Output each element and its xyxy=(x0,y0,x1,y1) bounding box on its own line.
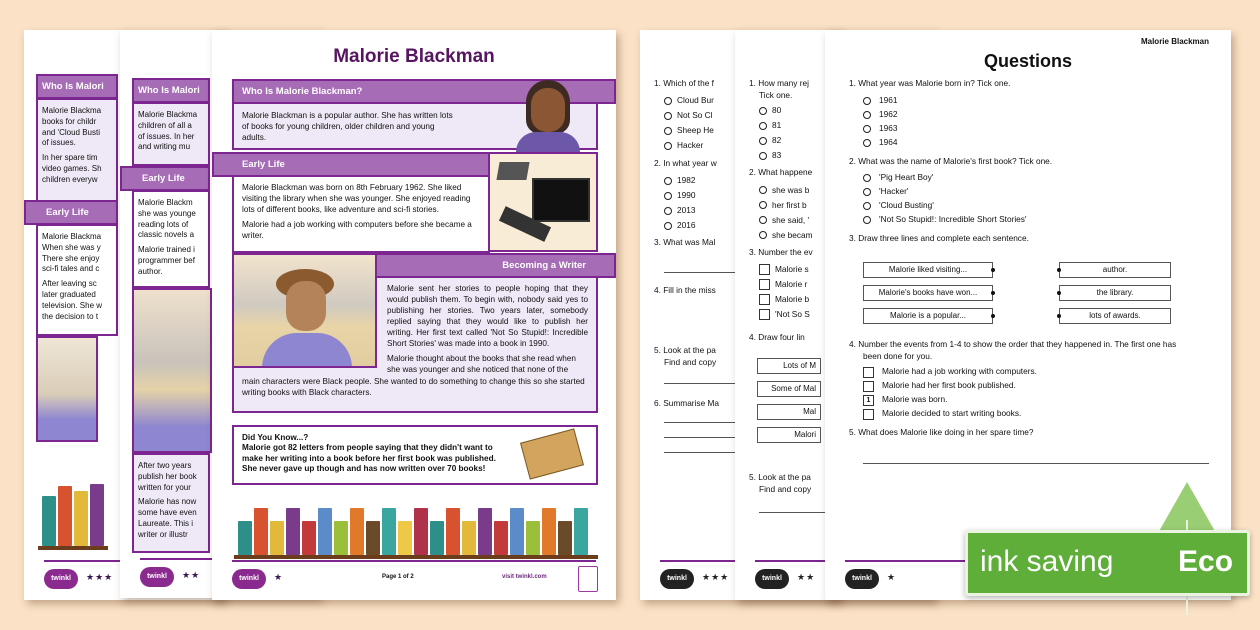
text-line: Malorie Blackma xyxy=(42,106,102,115)
radio-icon[interactable] xyxy=(664,207,672,215)
badge-eco: Eco xyxy=(1178,545,1234,578)
option[interactable] xyxy=(863,122,1052,136)
option[interactable] xyxy=(759,277,813,292)
match-box[interactable]: Lots of M xyxy=(757,358,821,374)
text-line: Malorie has now xyxy=(138,497,197,507)
order-label: Malorie decided to start writing books. xyxy=(882,408,1022,419)
text-line: and writing mu xyxy=(138,142,191,152)
match-left-box[interactable] xyxy=(863,262,993,278)
option[interactable] xyxy=(664,173,717,188)
text-line: television. She w xyxy=(42,300,103,310)
option-label: 1964 xyxy=(879,136,898,147)
girl-illustration xyxy=(36,336,98,442)
twinkl-logo: twinkl xyxy=(44,569,78,589)
bookshelf-illustration xyxy=(234,495,598,559)
option[interactable] xyxy=(759,103,813,118)
text-line: There she enjoy xyxy=(42,253,100,263)
question-block xyxy=(849,339,1176,439)
option[interactable] xyxy=(664,203,717,218)
order-box[interactable] xyxy=(863,409,874,420)
radio-icon[interactable] xyxy=(863,139,871,147)
book-spine xyxy=(510,508,524,555)
order-box[interactable] xyxy=(863,367,874,378)
question-text: 1. Which of the f xyxy=(654,78,714,88)
twinkl-logo: twinkl xyxy=(660,569,694,589)
option-label: 1982 xyxy=(677,174,696,185)
text-line: classic novels a xyxy=(138,230,195,240)
question-text: 5. Look at the pa xyxy=(654,345,716,355)
radio-icon[interactable] xyxy=(863,125,871,133)
question-text: 5. What does Malorie like doing in her spare time? xyxy=(849,427,1034,438)
radio-icon[interactable] xyxy=(759,152,767,160)
option[interactable] xyxy=(759,307,813,322)
computers-illustration xyxy=(488,152,598,252)
paragraph: Malorie Blackman is a popular author. She has written lots of books for young children, older children and young adults. xyxy=(242,111,453,143)
question-text: 4. Draw four lin xyxy=(749,332,805,343)
page-title: Questions xyxy=(983,51,1072,71)
option-label: 82 xyxy=(772,134,782,145)
difficulty-stars: ★ xyxy=(274,572,284,582)
option[interactable] xyxy=(664,218,717,233)
site-link[interactable]: visit twinkl.com xyxy=(502,574,547,580)
option-label: she becam xyxy=(772,229,813,240)
text-line: of issues. In her xyxy=(138,131,195,141)
radio-icon[interactable] xyxy=(664,112,672,120)
text-line: After two years xyxy=(138,461,192,470)
section-text xyxy=(132,453,210,553)
book-spine xyxy=(558,521,572,555)
order-box[interactable] xyxy=(863,381,874,392)
option[interactable] xyxy=(863,94,1052,108)
option-label: Hacker xyxy=(677,140,704,151)
ink-saving-badge xyxy=(965,530,1250,596)
radio-icon[interactable] xyxy=(759,107,767,115)
book-spine xyxy=(574,508,588,555)
option[interactable] xyxy=(664,188,717,203)
twinkl-logo: twinkl xyxy=(755,569,789,589)
text-line: she was younge xyxy=(138,208,196,218)
book-spine xyxy=(430,521,444,555)
text-line: reading lots of xyxy=(138,219,189,229)
quality-badge xyxy=(578,566,598,592)
text-line: author. xyxy=(138,266,163,276)
book-spine xyxy=(254,508,268,555)
option-label: 1963 xyxy=(879,122,898,133)
option[interactable] xyxy=(863,108,1052,122)
option-label: 'Cloud Busting' xyxy=(879,200,934,211)
book-spine xyxy=(382,508,396,555)
question-block xyxy=(849,78,1052,245)
option[interactable] xyxy=(863,185,1052,199)
order-item[interactable] xyxy=(863,379,1176,393)
text-line: Laureate. This i xyxy=(138,518,193,528)
text-line: children everyw xyxy=(42,174,98,184)
text-line: sci-fi tales and c xyxy=(42,264,100,274)
question-text: 3. Draw three lines and complete each sentence. xyxy=(849,233,1029,244)
option-label: her first b xyxy=(772,199,807,210)
book-spine xyxy=(446,508,460,555)
text-line: publish her book xyxy=(138,471,197,481)
option[interactable] xyxy=(863,136,1052,150)
text-line: Malorie Blackm xyxy=(138,198,193,207)
young-malorie-illustration xyxy=(232,253,377,368)
order-item[interactable] xyxy=(863,393,1176,407)
question-text: 3. What was Mal xyxy=(654,237,716,248)
match-label: Malorie is a popular... xyxy=(889,311,967,320)
difficulty-stars: ★★ xyxy=(182,570,201,580)
option-label: Malorie s xyxy=(775,264,809,275)
option[interactable] xyxy=(863,213,1052,227)
option-label: 1962 xyxy=(879,108,898,119)
difficulty-stars: ★★★ xyxy=(702,572,730,582)
paragraph: Malorie had a job working with computers before she became a writer. xyxy=(242,220,472,241)
section-text xyxy=(36,98,118,204)
text-line: Malorie trained i xyxy=(138,245,195,255)
option-label: 81 xyxy=(772,119,782,130)
radio-icon[interactable] xyxy=(664,142,672,150)
difficulty-stars: ★ xyxy=(887,572,897,582)
radio-icon[interactable] xyxy=(863,174,871,182)
text-line: books for childr xyxy=(42,116,97,126)
radio-icon[interactable] xyxy=(759,186,767,194)
option-label: Sheep He xyxy=(677,125,714,136)
connector-dot[interactable] xyxy=(991,314,995,318)
question-text: Find and copy xyxy=(759,484,812,494)
answer-line[interactable] xyxy=(863,463,1209,464)
question-text: 4. Fill in the miss xyxy=(654,285,716,295)
section-text xyxy=(36,224,118,336)
option[interactable] xyxy=(759,183,813,198)
section-header: Early Life xyxy=(24,200,118,225)
text-line: video games. Sh xyxy=(42,163,102,173)
option-label: 'Not So Stupid!: Incredible Short Stories' xyxy=(879,214,1027,225)
connector-dot[interactable] xyxy=(1057,268,1061,272)
option-label: 83 xyxy=(772,149,782,160)
option-label: she was b xyxy=(772,184,810,195)
text-line: children of all a xyxy=(138,120,192,130)
checkbox[interactable] xyxy=(759,264,770,275)
order-label: Malorie had her first book published. xyxy=(882,380,1016,391)
radio-icon[interactable] xyxy=(664,97,672,105)
option[interactable] xyxy=(759,133,813,148)
question-text: 4. Number the events from 1-4 to show the order that they happened in. The first one has xyxy=(849,339,1177,349)
radio-icon[interactable] xyxy=(759,122,767,130)
checkbox[interactable] xyxy=(759,309,770,320)
section-text xyxy=(132,102,210,166)
book-spine xyxy=(302,521,316,555)
section-text xyxy=(132,190,210,288)
girl-illustration xyxy=(132,288,212,453)
book-spine xyxy=(366,521,380,555)
text-line: and 'Cloud Busti xyxy=(42,127,101,137)
option-label: 80 xyxy=(772,104,782,115)
question-text: 2. In what year w xyxy=(654,157,717,168)
match-left-box[interactable] xyxy=(863,308,993,324)
text-line: In her spare tim xyxy=(42,153,98,163)
connector-dot[interactable] xyxy=(1057,291,1061,295)
match-right-box[interactable] xyxy=(1059,262,1171,278)
book-spine xyxy=(542,508,556,555)
option[interactable] xyxy=(863,171,1052,185)
option[interactable] xyxy=(664,139,717,154)
order-item[interactable] xyxy=(863,407,1176,421)
option[interactable] xyxy=(759,262,813,277)
option[interactable] xyxy=(664,94,717,109)
order-label: Malorie was born. xyxy=(882,394,948,405)
option[interactable] xyxy=(759,292,813,307)
radio-icon[interactable] xyxy=(664,127,672,135)
option[interactable] xyxy=(759,148,813,163)
section-header: Who Is Malori xyxy=(132,78,210,103)
option-label: Not So Cl xyxy=(677,110,713,121)
early-life-text xyxy=(232,175,490,253)
match-label: author. xyxy=(1102,265,1128,274)
connector-dot[interactable] xyxy=(991,291,995,295)
section-header-early-life: Early Life xyxy=(212,152,490,177)
match-label: lots of awards. xyxy=(1089,311,1141,320)
question-text: 2. What happene xyxy=(749,167,813,178)
match-right-box[interactable] xyxy=(1059,308,1171,324)
paragraph: Malorie Blackman was born on 8th February 1962. She liked visiting the library when she was younger. She enjoyed reading lots of different books, like adventure and sci-fi stories. xyxy=(242,183,471,215)
match-box[interactable]: Mal xyxy=(757,404,821,420)
book-spine xyxy=(270,521,284,555)
book-spine xyxy=(414,508,428,555)
option-label: 'Pig Heart Boy' xyxy=(879,172,934,183)
option[interactable] xyxy=(863,199,1052,213)
book-spine xyxy=(334,521,348,555)
option-label: Malorie r xyxy=(775,279,808,290)
radio-icon[interactable] xyxy=(664,177,672,185)
question-text: 3. Number the ev xyxy=(749,246,813,257)
text-line: Malorie Blackma xyxy=(138,110,198,119)
option-label: she said, ' xyxy=(772,214,810,225)
page-number: Page 1 of 2 xyxy=(382,574,414,580)
option[interactable] xyxy=(759,118,813,133)
text-line: later graduated xyxy=(42,289,96,299)
option[interactable] xyxy=(759,213,813,228)
text-line: writer or illustr xyxy=(138,529,188,539)
did-you-know-text: Malorie got 82 letters from people saying that they didn't want to make her writing into a book before her first book was published. She never gave up though and has now written over 70 books! xyxy=(242,443,496,474)
text-line: After leaving sc xyxy=(42,279,97,289)
paragraph: Malorie sent her stories to people hoping that they would publish them. To begin with, nobody said yes to publishing her stories. Two years later, somebody replied saying that they would like to publish her writing. Her first text called 'Not So Stupid!: Incredible Short Stories' was made into a book in 1990. xyxy=(387,284,588,349)
connector-dot[interactable] xyxy=(991,268,995,272)
did-you-know-title: Did You Know...? xyxy=(242,433,309,442)
match-left-box[interactable] xyxy=(863,285,993,301)
book-spine xyxy=(462,521,476,555)
reading-page-1 xyxy=(212,30,616,600)
checkbox[interactable] xyxy=(759,294,770,305)
match-box[interactable]: Some of Mal xyxy=(757,381,821,397)
radio-icon[interactable] xyxy=(863,97,871,105)
text-line: When she was y xyxy=(42,242,101,252)
section-header-who: Who Is Malorie Blackman? xyxy=(232,79,616,104)
badge-label: ink saving xyxy=(980,545,1114,578)
book-spine xyxy=(350,508,364,555)
question-text: 1. What year was Malorie born in? Tick one. xyxy=(849,78,1011,88)
question-text: Tick one. xyxy=(759,89,793,100)
section-header: Who Is Malori xyxy=(36,74,118,99)
connector-dot[interactable] xyxy=(1057,314,1061,318)
question-text: 6. Summarise Ma xyxy=(654,398,720,408)
text-line: Malorie Blackma xyxy=(42,232,102,241)
option-label: 2013 xyxy=(677,204,696,215)
order-label: Malorie had a job working with computers. xyxy=(882,366,1037,377)
twinkl-logo: twinkl xyxy=(232,569,266,589)
question-text: 5. Look at the pa xyxy=(749,472,811,482)
question-text: 2. What was the name of Malorie's first book? Tick one. xyxy=(849,155,1053,166)
section-header: Early Life xyxy=(120,166,210,191)
bookshelf-illustration xyxy=(38,460,108,550)
text-line: written for your xyxy=(138,482,191,492)
question-text: 1. How many rej xyxy=(749,78,809,88)
author-portrait xyxy=(512,78,582,152)
option-label: 'Hacker' xyxy=(879,186,909,197)
order-box[interactable]: 1 xyxy=(863,395,874,406)
option-label: 2016 xyxy=(677,219,696,230)
twinkl-logo: twinkl xyxy=(845,569,879,589)
difficulty-stars: ★★ xyxy=(797,572,816,582)
option-label: 1961 xyxy=(879,94,898,105)
question-text: Find and copy xyxy=(664,357,717,367)
match-box[interactable]: Malori xyxy=(757,427,821,443)
radio-icon[interactable] xyxy=(863,216,871,224)
difficulty-stars: ★★★ xyxy=(86,572,114,582)
match-label: the library. xyxy=(1096,288,1134,297)
option[interactable] xyxy=(664,109,717,124)
option[interactable] xyxy=(664,124,717,139)
radio-icon[interactable] xyxy=(863,202,871,210)
question-block xyxy=(654,78,717,249)
radio-icon[interactable] xyxy=(863,111,871,119)
order-item[interactable] xyxy=(863,365,1176,379)
radio-icon[interactable] xyxy=(759,137,767,145)
match-label: Malorie liked visiting... xyxy=(888,265,968,274)
page-title: Malorie Blackman xyxy=(333,46,495,67)
book-spine xyxy=(318,508,332,555)
radio-icon[interactable] xyxy=(664,222,672,230)
question-block xyxy=(749,78,813,344)
text-line: of issues. xyxy=(42,138,76,148)
page-footer xyxy=(212,560,616,600)
book-spine xyxy=(238,521,252,555)
book-spine xyxy=(286,508,300,555)
text-line: some have even xyxy=(138,508,197,518)
match-label: Malorie's books have won... xyxy=(878,288,978,297)
paragraph: Malorie thought about the books that she read when she was younger and she noticed that none of the main characters were Black people. She wanted to do something to change this so she started writing books with Black characters. xyxy=(242,354,585,397)
book-spine xyxy=(494,521,508,555)
option-label: 1990 xyxy=(677,189,696,200)
book-spine xyxy=(526,521,540,555)
option[interactable] xyxy=(759,198,813,213)
match-right-box[interactable] xyxy=(1059,285,1171,301)
book-spine xyxy=(478,508,492,555)
option-label: 'Not So S xyxy=(775,309,810,320)
page-header: Malorie Blackman xyxy=(1140,37,1209,46)
radio-icon[interactable] xyxy=(759,231,767,239)
option-label: Malorie b xyxy=(775,294,810,305)
book-spine xyxy=(398,521,412,555)
question-text: been done for you. xyxy=(863,350,933,361)
option[interactable] xyxy=(759,228,813,243)
section-header-becoming-writer: Becoming a Writer xyxy=(375,253,616,278)
option-label: Cloud Bur xyxy=(677,95,714,106)
radio-icon[interactable] xyxy=(664,192,672,200)
text-line: the decision to t xyxy=(42,311,99,321)
checkbox[interactable] xyxy=(759,279,770,290)
radio-icon[interactable] xyxy=(759,201,767,209)
radio-icon[interactable] xyxy=(759,216,767,224)
twinkl-logo: twinkl xyxy=(140,567,174,587)
radio-icon[interactable] xyxy=(863,188,871,196)
text-line: programmer bef xyxy=(138,255,195,265)
